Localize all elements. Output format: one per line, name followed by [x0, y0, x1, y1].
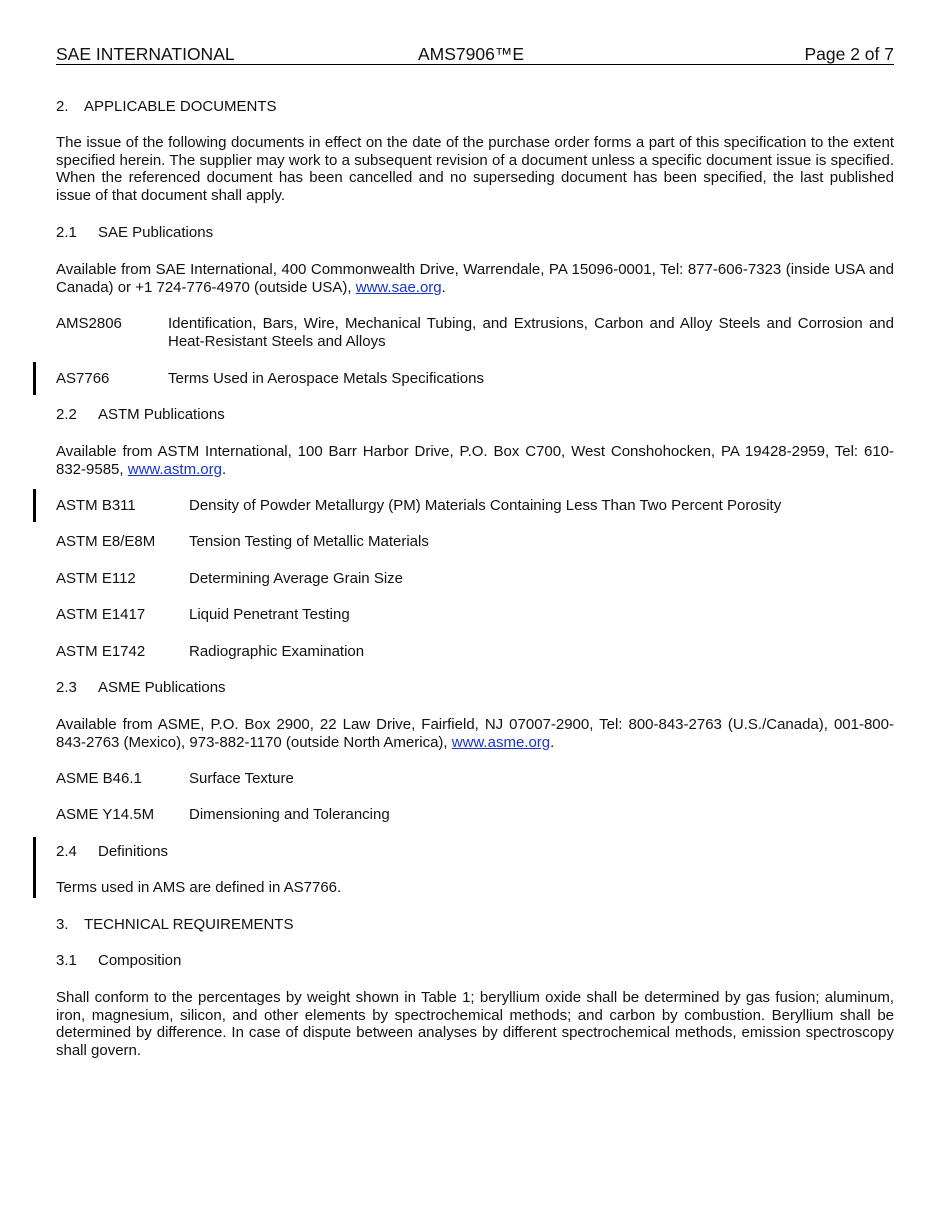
reference-title: Tension Testing of Metallic Materials: [189, 533, 429, 550]
sae-availability-text: Available from SAE International, 400 Commonwealth Drive, Warrendale, PA 15096-0001, Tel: 877-606-7323 (inside USA and Canada) or +1 724-776-4970 (outside USA),: [56, 261, 894, 296]
subsection-number: 2.4: [56, 843, 77, 860]
section-2-intro: The issue of the following documents in effect on the date of the purchase order forms a part of this specification to the extent specified herein. The supplier may work to a subsequent revision of a document unless a specific document issue is specified. When the referenced document has been cancelled and no superseding document has been specified, the last published issue of that document shall apply.: [56, 134, 894, 204]
reference-title: Dimensioning and Tolerancing: [189, 806, 390, 823]
reference-code: ASME Y14.5M: [56, 806, 155, 823]
asme-availability: Available from ASME, P.O. Box 2900, 22 Law Drive, Fairfield, NJ 07007-2900, Tel: 800-843-2763 (U.S./Canada), 001-800-843-2763 (Mexico), 973-882-1170 (outside North America), www.asme.org.: [56, 716, 894, 751]
reference-item: [56, 497, 894, 515]
reference-title: Radiographic Examination: [189, 643, 365, 660]
reference-code: ASTM E1742: [56, 643, 146, 660]
section-number: 3.: [56, 916, 69, 933]
change-bar: [33, 837, 36, 898]
definitions-text: Terms used in AMS are defined in AS7766.: [56, 879, 342, 896]
asme-website-link[interactable]: www.asme.org: [451, 733, 551, 751]
reference-code: AS7766: [56, 370, 110, 387]
asme-availability-text: Available from ASME, P.O. Box 2900, 22 Law Drive, Fairfield, NJ 07007-2900, Tel: 800-843-2763 (U.S./Canada), 001-800-843-2763 (Mexico), 973-882-1170 (outside North America),: [56, 716, 894, 751]
reference-title: Density of Powder Metallurgy (PM) Materials Containing Less Than Two Percent Porosity: [189, 497, 782, 514]
reference-item: [56, 770, 894, 788]
header-page-number: Page 2 of 7: [804, 44, 894, 64]
astm-availability-text: Available from ASTM International, 100 Barr Harbor Drive, P.O. Box C700, West Conshohocken, PA 19428-2959, Tel: 610-832-9585,: [56, 443, 894, 478]
reference-title: Liquid Penetrant Testing: [189, 606, 350, 623]
subsection-title: ASME Publications: [98, 679, 226, 696]
subsection-title: Definitions: [98, 843, 169, 860]
subsection-3-1-heading: [56, 952, 181, 970]
subsection-title: ASTM Publications: [98, 406, 225, 423]
astm-availability: Available from ASTM International, 100 Barr Harbor Drive, P.O. Box C700, West Conshohocken, PA 19428-2959, Tel: 610-832-9585, www.astm.org.: [56, 443, 894, 478]
reference-item: [56, 315, 894, 350]
reference-item: [56, 806, 894, 824]
reference-code: ASTM E1417: [56, 606, 146, 623]
subsection-number: 3.1: [56, 952, 77, 969]
subsection-2-3-heading: [56, 679, 226, 697]
subsection-number: 2.1: [56, 224, 77, 241]
subsection-2-4-heading: [56, 843, 168, 861]
reference-item: [56, 370, 894, 388]
subsection-2-1-heading: [56, 224, 213, 242]
reference-title: Surface Texture: [189, 770, 294, 787]
reference-item: [56, 606, 894, 624]
reference-code: ASTM B311: [56, 497, 136, 514]
reference-code: ASTM E112: [56, 570, 136, 587]
section-2-heading: [56, 98, 277, 116]
reference-item: [56, 570, 894, 588]
reference-code: ASME B46.1: [56, 770, 142, 787]
reference-item: [56, 533, 894, 551]
reference-code: AMS2806: [56, 315, 122, 332]
section-title: TECHNICAL REQUIREMENTS: [84, 916, 294, 933]
subsection-title: SAE Publications: [98, 224, 214, 241]
astm-website-link[interactable]: www.astm.org: [127, 460, 222, 478]
composition-text: Shall conform to the percentages by weight shown in Table 1; beryllium oxide shall be determined by gas fusion; aluminum, iron, magnesium, silicon, and other elements by spectrochemical methods; and carbon by combustion. Beryllium shall be determined by difference. In case of dispute between analyses by different spectrochemical methods, emission spectroscopy shall govern.: [56, 989, 894, 1059]
subsection-number: 2.2: [56, 406, 77, 423]
header-doc-number: AMS7906™E: [418, 44, 525, 64]
sae-availability: Available from SAE International, 400 Commonwealth Drive, Warrendale, PA 15096-0001, Tel: 877-606-7323 (inside USA and Canada) or +1 724-776-4970 (outside USA), www.sae.org.: [56, 261, 894, 296]
subsection-title: Composition: [98, 952, 182, 969]
section-3-heading: [56, 916, 293, 934]
change-bar: [33, 489, 36, 522]
sae-website-link[interactable]: www.sae.org: [355, 278, 442, 296]
reference-code: ASTM E8/E8M: [56, 533, 156, 550]
reference-title: Terms Used in Aerospace Metals Specifications: [168, 370, 484, 387]
reference-item: [56, 643, 894, 661]
section-number: 2.: [56, 98, 69, 115]
reference-title: Determining Average Grain Size: [189, 570, 403, 587]
subsection-2-2-heading: [56, 406, 225, 424]
change-bar: [33, 362, 36, 395]
page-header: [56, 44, 894, 65]
reference-title: Identification, Bars, Wire, Mechanical Tubing, and Extrusions, Carbon and Alloy Steels and Corrosion and Heat-Resistant Steels and Alloys: [168, 315, 894, 350]
header-org: SAE INTERNATIONAL: [56, 44, 235, 64]
section-title: APPLICABLE DOCUMENTS: [84, 98, 277, 115]
subsection-number: 2.3: [56, 679, 77, 696]
